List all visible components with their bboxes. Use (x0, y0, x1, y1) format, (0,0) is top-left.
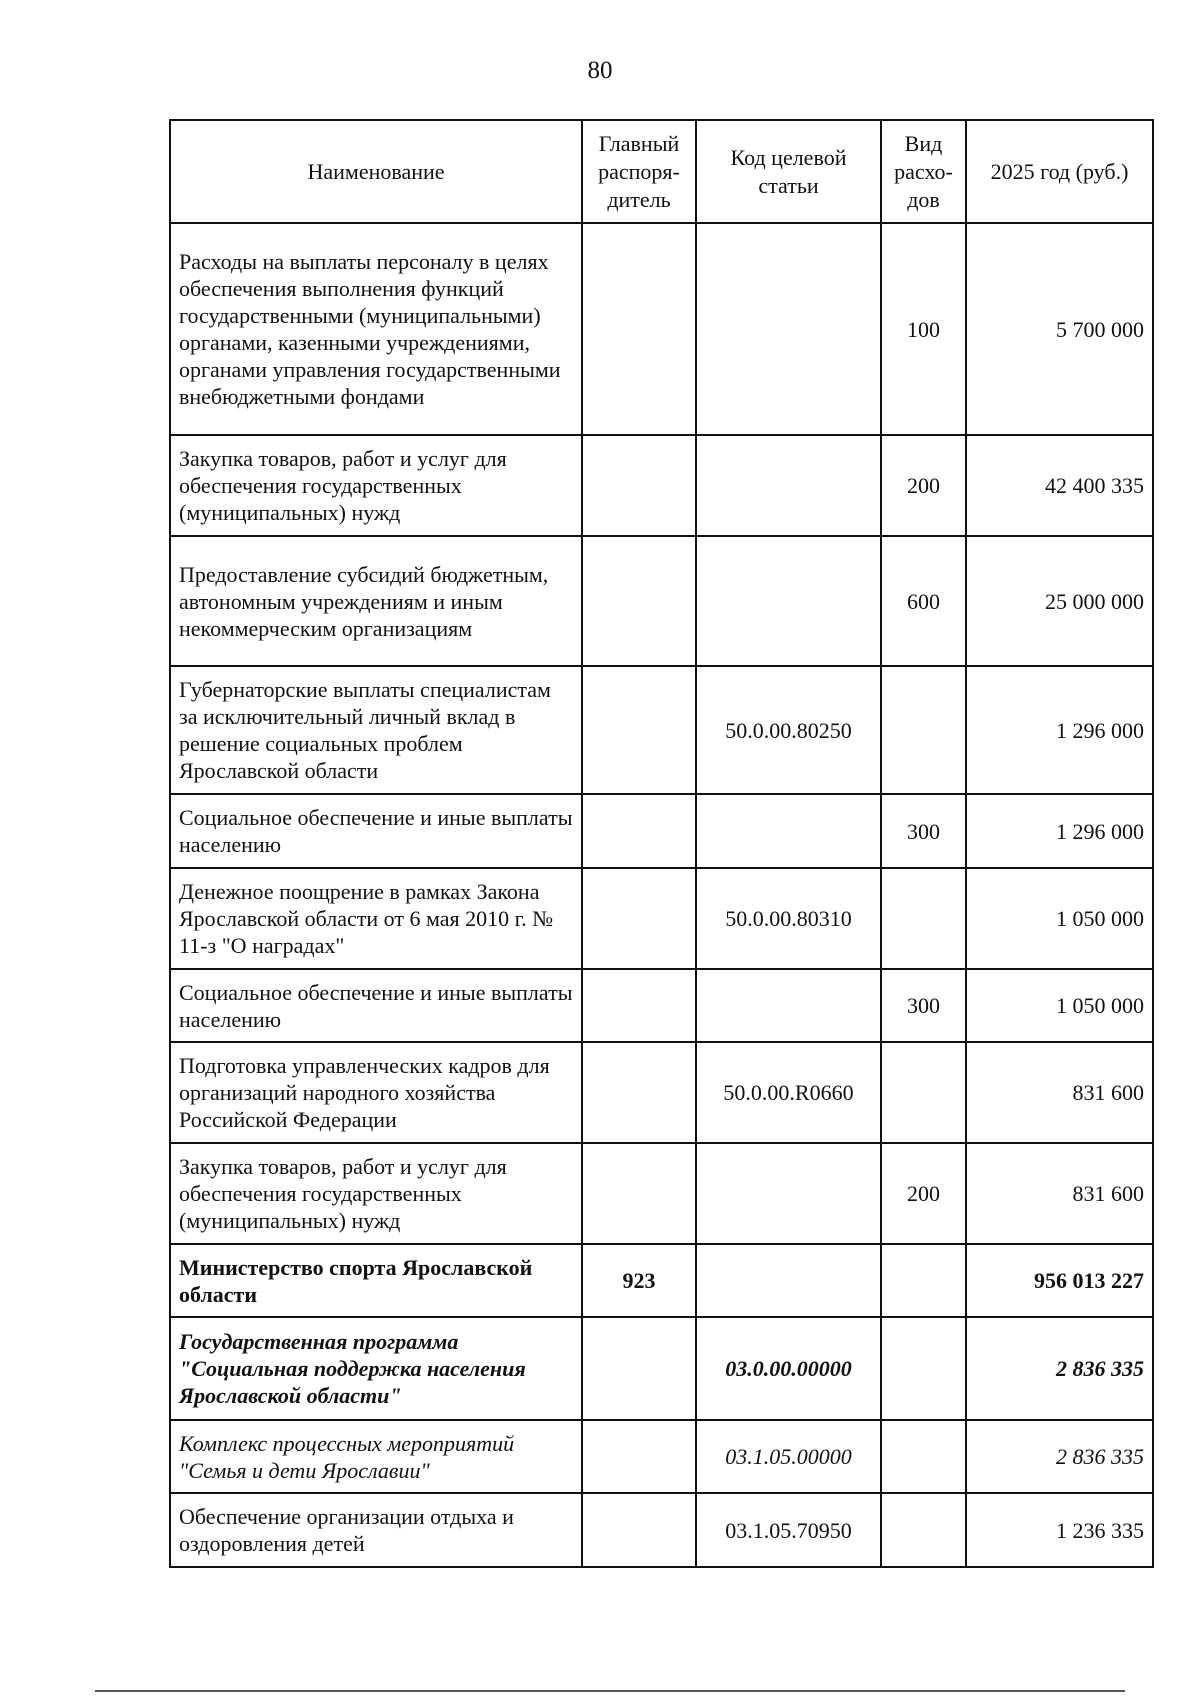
header-name: Наименование (170, 120, 582, 223)
cell-manager (582, 1143, 696, 1244)
table-row (170, 969, 1153, 1042)
cell-name: Социальное обеспечение и иные выплаты населению (170, 794, 582, 868)
footer-rule (95, 1690, 1125, 1692)
header-amount: 2025 год (руб.) (966, 120, 1153, 223)
cell-code (696, 794, 881, 868)
cell-type (881, 1420, 966, 1493)
cell-manager (582, 969, 696, 1042)
cell-code: 50.0.00.R0660 (696, 1042, 881, 1143)
table-row (170, 1143, 1153, 1244)
table-row (170, 868, 1153, 969)
cell-code (696, 969, 881, 1042)
cell-amount: 2 836 335 (966, 1420, 1153, 1493)
table-header-row (170, 120, 1153, 223)
cell-code (696, 1143, 881, 1244)
cell-manager (582, 435, 696, 536)
cell-code (696, 1244, 881, 1317)
cell-name: Закупка товаров, работ и услуг для обеспечения государственных (муниципальных) нужд (170, 435, 582, 536)
cell-code (696, 536, 881, 666)
table-row (170, 223, 1153, 435)
cell-code (696, 223, 881, 435)
cell-type (881, 868, 966, 969)
cell-name: Закупка товаров, работ и услуг для обеспечения государственных (муниципальных) нужд (170, 1143, 582, 1244)
cell-name: Губернаторские выплаты специалистам за исключительный личный вклад в решение социальных проблем Ярославской области (170, 666, 582, 794)
cell-type (881, 1244, 966, 1317)
cell-manager (582, 1317, 696, 1420)
cell-manager (582, 536, 696, 666)
table-row (170, 1420, 1153, 1493)
cell-type (881, 1493, 966, 1567)
table-row (170, 1493, 1153, 1567)
cell-manager (582, 868, 696, 969)
cell-type (881, 666, 966, 794)
cell-manager (582, 1042, 696, 1143)
cell-amount: 1 296 000 (966, 794, 1153, 868)
cell-amount: 5 700 000 (966, 223, 1153, 435)
cell-code: 03.1.05.00000 (696, 1420, 881, 1493)
cell-name: Министерство спорта Ярославской области (170, 1244, 582, 1317)
cell-manager: 923 (582, 1244, 696, 1317)
cell-type: 300 (881, 794, 966, 868)
cell-name: Комплекс процессных мероприятий "Семья и дети Ярославии" (170, 1420, 582, 1493)
cell-type: 600 (881, 536, 966, 666)
cell-type: 300 (881, 969, 966, 1042)
cell-amount: 2 836 335 (966, 1317, 1153, 1420)
cell-code: 03.1.05.70950 (696, 1493, 881, 1567)
cell-amount: 1 236 335 (966, 1493, 1153, 1567)
cell-code: 03.0.00.00000 (696, 1317, 881, 1420)
table-row (170, 666, 1153, 794)
cell-type (881, 1317, 966, 1420)
cell-name: Подготовка управленческих кадров для организаций народного хозяйства Российской Федерации (170, 1042, 582, 1143)
cell-manager (582, 794, 696, 868)
cell-manager (582, 1493, 696, 1567)
page-number: 80 (587, 57, 613, 84)
cell-amount: 42 400 335 (966, 435, 1153, 536)
cell-amount: 831 600 (966, 1143, 1153, 1244)
cell-name: Расходы на выплаты персоналу в целях обеспечения выполнения функций государственными (муниципальными) органами, казенными учреждениями, органами управления государственными внебюджетными фондами (170, 223, 582, 435)
cell-code (696, 435, 881, 536)
table-row (170, 435, 1153, 536)
cell-code: 50.0.00.80310 (696, 868, 881, 969)
cell-name: Обеспечение организации отдыха и оздоровления детей (170, 1493, 582, 1567)
table-row (170, 1244, 1153, 1317)
cell-type: 200 (881, 1143, 966, 1244)
cell-name: Социальное обеспечение и иные выплаты населению (170, 969, 582, 1042)
cell-manager (582, 666, 696, 794)
header-code: Код целевой статьи (696, 120, 881, 223)
cell-amount: 831 600 (966, 1042, 1153, 1143)
cell-type (881, 1042, 966, 1143)
table-row (170, 794, 1153, 868)
cell-name: Денежное поощрение в рамках Закона Ярославской области от 6 мая 2010 г. № 11-з "О наградах" (170, 868, 582, 969)
cell-amount: 1 050 000 (966, 969, 1153, 1042)
budget-table (169, 119, 1154, 1568)
cell-code: 50.0.00.80250 (696, 666, 881, 794)
cell-amount: 1 296 000 (966, 666, 1153, 794)
cell-amount: 956 013 227 (966, 1244, 1153, 1317)
table-row (170, 536, 1153, 666)
cell-type: 100 (881, 223, 966, 435)
header-type: Вид расхо-дов (881, 120, 966, 223)
cell-name: Предоставление субсидий бюджетным, автономным учреждениям и иным некоммерческим организациям (170, 536, 582, 666)
cell-amount: 1 050 000 (966, 868, 1153, 969)
cell-manager (582, 223, 696, 435)
cell-manager (582, 1420, 696, 1493)
cell-name: Государственная программа "Социальная поддержка населения Ярославской области" (170, 1317, 582, 1420)
table-row (170, 1317, 1153, 1420)
table-body (170, 223, 1153, 1567)
header-manager: Главный распоря-дитель (582, 120, 696, 223)
cell-type: 200 (881, 435, 966, 536)
cell-amount: 25 000 000 (966, 536, 1153, 666)
table-row (170, 1042, 1153, 1143)
